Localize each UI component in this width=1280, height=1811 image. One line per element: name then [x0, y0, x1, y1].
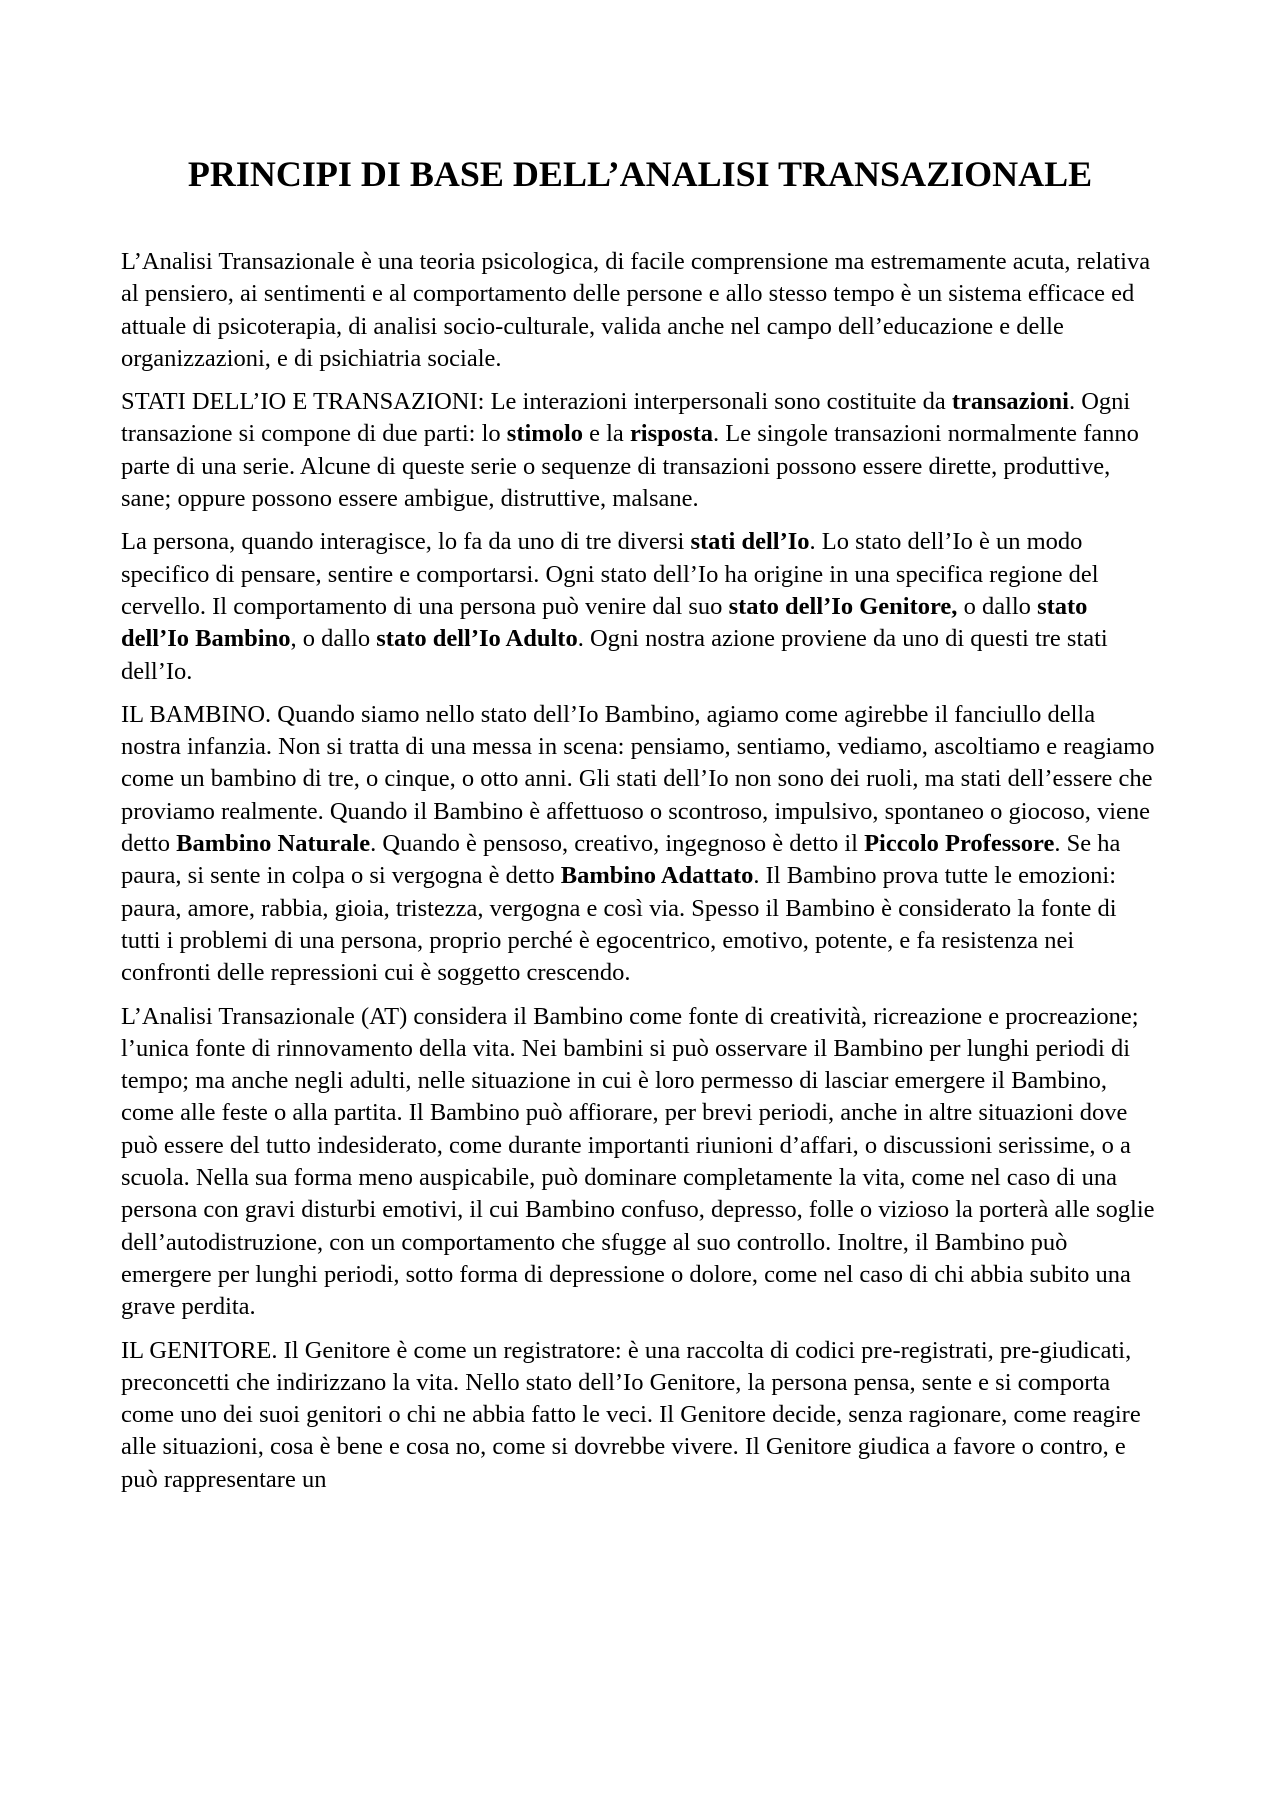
text-run: . Ogni transazione si compone di due parti: lo	[121, 388, 1131, 448]
text-run: La persona, quando interagisce, lo fa da uno di tre diversi	[121, 528, 691, 556]
paragraph-stati-dell-io-e-transazioni	[121, 386, 1161, 515]
text-run: , o dallo	[290, 625, 377, 653]
bold-term-stati-dell-io: stati dell’Io	[690, 528, 810, 556]
bold-term-io-genitore: stato dell’Io Genitore,	[728, 592, 958, 620]
paragraph-il-bambino	[121, 699, 1161, 990]
bold-term-risposta: risposta	[629, 420, 713, 448]
text-run: . Il Bambino prova tutte le emozioni: paura, amore, rabbia, gioia, tristezza, vergogna e così via. Spesso il Bambino è considerato la fonte di tutti i problemi di una persona, proprio perché è egocentrico, emotivo, potente, e fa resistenza nei confronti delle repressioni cui è soggetto crescendo.	[121, 862, 1117, 987]
text-run: . Le singole transazioni normalmente fanno parte di una serie. Alcune di queste serie o sequenze di transazioni possono essere dirette, produttive, sane; oppure possono essere ambigue, distruttive, malsane.	[121, 420, 1139, 513]
document-title: PRINCIPI DI BASE DELL’ANALISI TRANSAZIONALE	[187, 154, 1093, 194]
text-run: . Se ha paura, si sente in colpa o si vergogna è detto	[121, 830, 1121, 890]
text-run: IL BAMBINO. Quando siamo nello stato dell’Io Bambino, agiamo come agirebbe il fanciullo della nostra infanzia. Non si tratta di una messa in scena: pensiamo, sentiamo, vediamo, ascoltiamo e reagiamo come un bambino di tre, o cinque, o otto anni. Gli stati dell’Io non sono dei ruoli, ma stati dell’essere che proviamo realmente. Quando il Bambino è affettuoso o scontroso, impulsivo, spontaneo o giocoso, viene detto	[121, 700, 1155, 858]
text-run: . Lo stato dell’Io è un modo specifico di pensare, sentire e comportarsi. Ogni stato dell’Io ha origine in una specifica regione del cervello. Il comportamento di una persona può venire dal suo	[121, 528, 1099, 620]
text-run: . Quando è pensoso, creativo, ingegnoso è detto il	[370, 830, 865, 858]
bold-term-bambino-naturale: Bambino Naturale	[176, 830, 371, 858]
text-run: o dallo	[957, 592, 1038, 620]
text-run: . Ogni nostra azione proviene da uno di questi tre stati dell’Io.	[121, 625, 1108, 685]
text-run: e la	[583, 420, 630, 448]
bold-term-bambino-adattato: Bambino Adattato	[560, 862, 754, 890]
text-run: L’Analisi Transazionale è una teoria psicologica, di facile comprensione ma estremamente acuta, relativa al pensiero, ai sentimenti e al comportamento delle persone e allo stesso tempo è un sistema efficace ed attuale di psicoterapia, di analisi socio-culturale, valida anche nel campo dell’educazione e delle organizzazioni, e di psichiatria sociale.	[121, 248, 1151, 372]
text-run: IL GENITORE. Il Genitore è come un registratore: è una raccolta di codici pre-registrati, pre-giudicati, preconcetti che indirizzano la vita. Nello stato dell’Io Genitore, la persona pensa, sente e si comporta come uno dei suoi genitori o chi ne abbia fatto le veci. Il Genitore decide, senza ragionare, come reagire alle situazioni, cosa è bene e cosa no, come si dovrebbe vivere. Il Genitore giudica a favore o contro, e può rappresentare un	[121, 1336, 1141, 1493]
text-run: L’Analisi Transazionale (AT) considera il Bambino come fonte di creatività, ricreazione e procreazione; l’unica fonte di rinnovamento della vita. Nei bambini si può osservare il Bambino per lunghi periodi di tempo; ma anche negli adulti, nelle situazione in cui è loro permesso di lasciar emergere il Bambino, come alle feste o alla partita. Il Bambino può affiorare, per brevi periodi, anche in altre situazioni dove può essere del tutto indesiderato, come durante importanti riunioni d’affari, o discussioni serissime, o a scuola. Nella sua forma meno auspicabile, può dominare completamente la vita, come nel caso di una persona con gravi disturbi emotivi, il cui Bambino confuso, depresso, folle o vizioso la porterà alle soglie dell’autodistruzione, con un comportamento che sfugge al suo controllo. Inoltre, il Bambino può emergere per lunghi periodi, sotto forma di depressione o dolore, come nel caso di chi abbia subito una grave perdita.	[121, 1002, 1155, 1321]
paragraph-intro	[121, 246, 1161, 375]
bold-term-stimolo: stimolo	[506, 420, 583, 448]
paragraph-stati-dell-io	[121, 526, 1161, 687]
bold-term-io-adulto: stato dell’Io Adulto	[376, 625, 578, 653]
bold-term-io-bambino: stato dell’Io Bambino	[121, 592, 1088, 653]
text-run: STATI DELL’IO E TRANSAZIONI: Le interazioni interpersonali sono costituite da	[121, 388, 952, 416]
document-body	[121, 246, 1161, 1507]
paragraph-analisi-transazionale-bambino	[121, 1001, 1161, 1324]
bold-term-transazioni: transazioni	[951, 388, 1069, 416]
bold-term-piccolo-professore: Piccolo Professore	[864, 830, 1055, 858]
paragraph-il-genitore	[121, 1335, 1161, 1496]
